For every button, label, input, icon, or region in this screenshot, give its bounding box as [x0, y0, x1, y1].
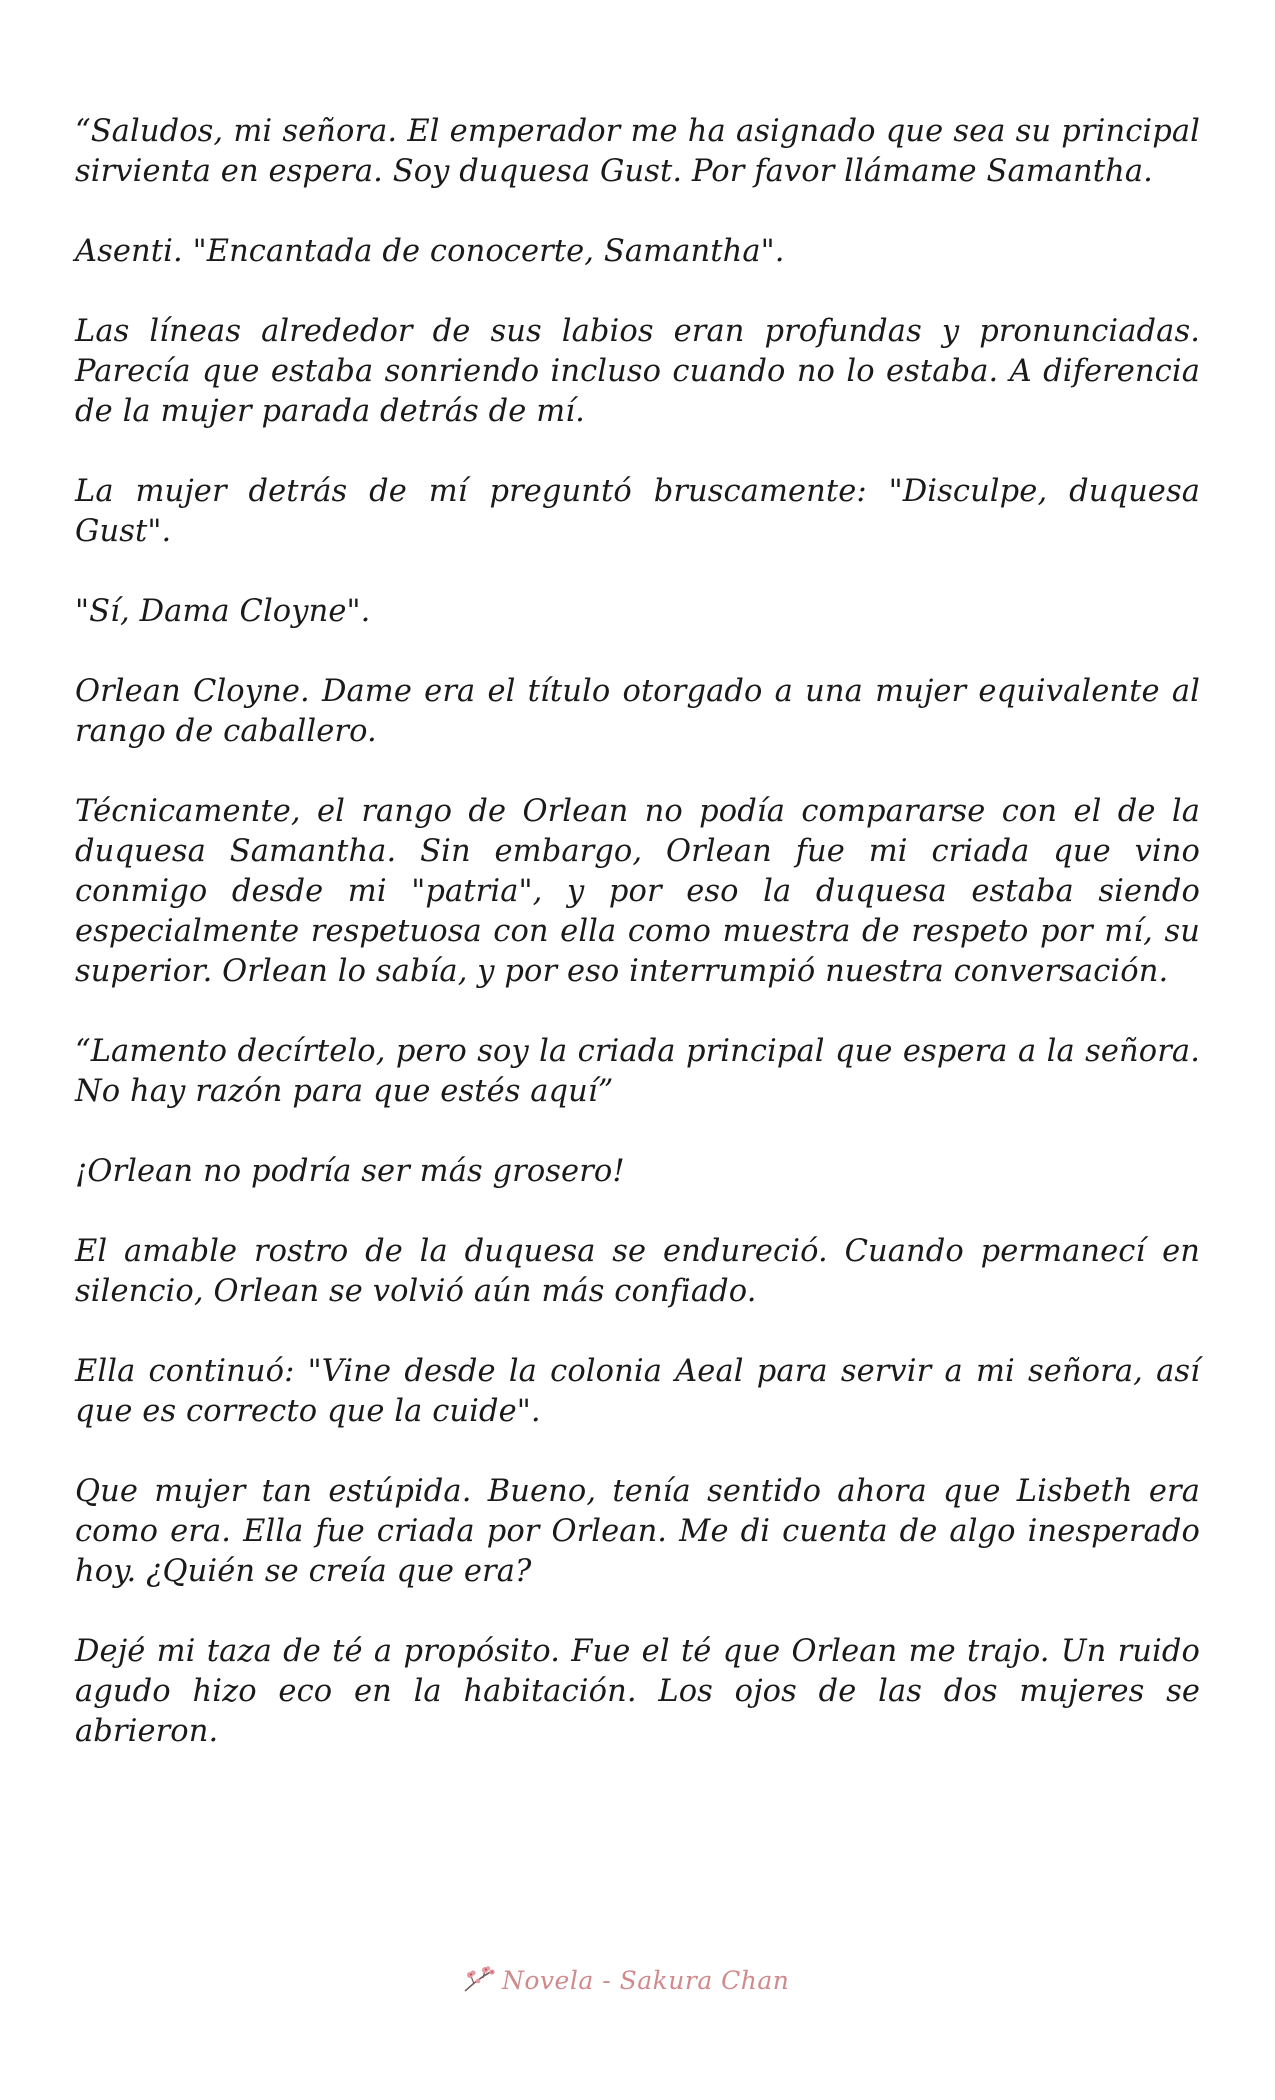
paragraph-12: Que mujer tan estúpida. Bueno, tenía sentido ahora que Lisbeth era como era. Ella fue criada por Orlean. Me di cuenta de algo inesperado hoy. ¿Quién se creía que era? — [75, 1474, 1200, 1589]
paragraph-8: “Lamento decírtelo, pero soy la criada principal que espera a la señora. No hay razón para que estés aquí” — [75, 1034, 1200, 1109]
document-body — [75, 112, 1200, 1752]
paragraph-4: La mujer detrás de mí preguntó bruscamente: "Disculpe, duquesa Gust". — [75, 474, 1200, 549]
watermark — [462, 1960, 789, 2000]
watermark-text: Novela - Sakura Chan — [502, 1965, 790, 1995]
paragraph-3: Las líneas alrededor de sus labios eran profundas y pronunciadas. Parecía que estaba sonriendo incluso cuando no lo estaba. A diferencia de la mujer parada detrás de mí. — [75, 314, 1200, 429]
paragraph-7: Técnicamente, el rango de Orlean no podía compararse con el de la duquesa Samantha. Sin embargo, Orlean fue mi criada que vino conmigo desde mi "patria", y por eso la duquesa estaba siendo especialmente respetuosa con ella como muestra de respeto por mí, su superior. Orlean lo sabía, y por eso interrumpió nuestra conversación. — [75, 794, 1200, 989]
paragraph-6: Orlean Cloyne. Dame era el título otorgado a una mujer equivalente al rango de caballero. — [75, 674, 1200, 749]
paragraph-9: ¡Orlean no podría ser más grosero! — [75, 1154, 625, 1189]
cherry-blossom-icon — [462, 1965, 496, 1995]
paragraph-10: El amable rostro de la duquesa se endureció. Cuando permanecí en silencio, Orlean se volvió aún más confiado. — [75, 1234, 1200, 1309]
paragraph-1: “Saludos, mi señora. El emperador me ha asignado que sea su principal sirvienta en espera. Soy duquesa Gust. Por favor llámame Samantha. — [75, 114, 1200, 189]
paragraph-2: Asenti. "Encantada de conocerte, Samantha". — [75, 234, 785, 269]
paragraph-11: Ella continuó: "Vine desde la colonia Aeal para servir a mi señora, así que es correcto que la cuide". — [75, 1354, 1200, 1429]
paragraph-13: Dejé mi taza de té a propósito. Fue el té que Orlean me trajo. Un ruido agudo hizo eco en la habitación. Los ojos de las dos mujeres se abrieron. — [75, 1634, 1200, 1749]
paragraph-5: "Sí, Dama Cloyne". — [75, 594, 371, 629]
